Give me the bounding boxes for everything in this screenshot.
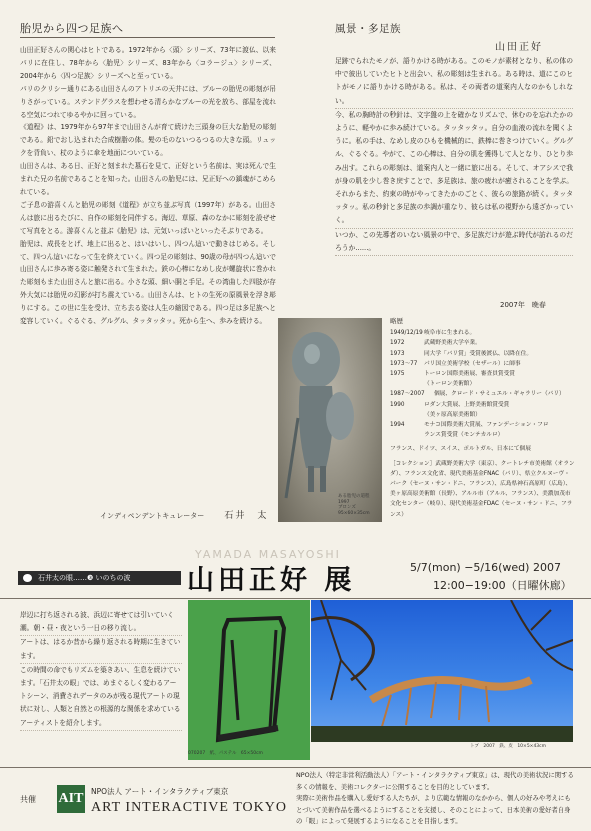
bio-exhibits: フランス、ドイツ、スイス、ポルトガル、日本にて個展 <box>390 446 531 453</box>
paragraph: 山田さんは、ある日、正好と刻まれた墓石を見て、正好という名前は、実は死んで生まれた兄の名前であることを知った。山田さんの胎児には、兄正好への鎮魂がこめられている。 <box>20 162 276 196</box>
exhibition-title: 山田正好 展 <box>187 565 356 596</box>
paragraph: 《道程》は、1979年から97年まで山田さんが育て続けた三頭身の巨大な胎児の彫刻である。鉛でおし込まれた合成樹脂の体。髪の毛のないつるつるの大きな頭。リュックを背負い、杖のように傘を地面についている。 <box>20 123 276 158</box>
green-artwork-photo <box>188 600 310 760</box>
paragraph: 今、私の胸時計の秒針は、文字盤の上を確かなリズムで、休むのを忘れたかのように、軽やかに歩み続けている。タッタッタッ。自分の血液の流れを聞くように。私の手は、なめし皮のひもを機械的に、鉄棒に巻きつけていく。グルグル、ぐるぐる。やがて、この心棒は、自分の肌を獲得して人となり、ひとり歩み出す。これらの彫刻は、道案内人と一緒に旅に出る。そして、オアシスで我が身の肌を少し巻き戻すことで、多足族は、旅の疲れが癒されることを学ぶ。それからまた、約束の時がやってきたかのごとく、彼らの旅路が続く。タッタッタッ。私の秒針と多足族の歩調が重なり、彼らは私の視野から遠ざかっていく。 <box>335 109 573 229</box>
left-heading: 胎児から四つ足族へ <box>20 22 124 35</box>
paragraph: 山田正好さんの関心はヒトである。1972年から〈頭〉シリーズ、73年に渡仏、以来パリに在住し、78年から〈胎児〉シリーズ、83年から〈コラージュ〉シリーズ、2004年から〈四つ足族〉シリーズへと至っている。 <box>20 46 276 80</box>
bio-row: 1973 同大学「パリ賞」受賞後渡仏、以降在住。 <box>390 350 533 357</box>
ait-logo: AIT <box>57 785 85 813</box>
multi-leg-sculpture-image <box>311 600 573 742</box>
green-caption: 070207 紙、パステル 65×50cm <box>188 751 263 756</box>
bio-row: 1975 トーロン国際美術展、審査員賞受賞 <box>390 371 515 378</box>
bio-row: 1987〜2007 個展、クロード・サミュエル・ギャラリー（パリ） <box>390 391 565 398</box>
left-essay <box>20 44 276 328</box>
paragraph: パリのクリシー通りにある山田さんのアトリエの天井には、ブルーの胎児の彫刻が吊りさがっている。ステンドグラスを想わせる清らかなブルーの光を放ち、部屋を流れる空気につれてゆるやかに回っている。 <box>20 84 276 119</box>
pastel-artwork-image <box>188 600 310 748</box>
bio-row: （美ヶ原高原美術館） <box>424 411 481 418</box>
org-description: NPO法人（特定非営利活動法人）「アート・インタラクティブ東京」は、現代の美術状況に関する多くの情報を、美術コレクターに公開することを目的としています。 実際に美術作品を購入し愛好する人たちが、より広範な情報のなかから、個人の好みや考えにもとづいて美術作品を選べるようにすることを支援し、そのことによって、日本美術の愛好者自身の「眼」によって発展するようになることを目指します。 <box>296 771 574 825</box>
bio-row: （トーロン美術館） <box>424 381 476 388</box>
left-author <box>100 508 268 521</box>
roman-name: YAMADA MASAYOSHI <box>195 548 341 561</box>
sponsor-label: 共催 <box>20 795 36 804</box>
author-name: 石井 太 <box>224 511 269 521</box>
paragraph: いつか、この先導者のいない風景の中で、多足族だけが遊ぶ時代が訪れるのだろうか......。 <box>335 229 573 256</box>
series-icon <box>23 574 32 582</box>
org-name-jp: NPO法人 アート・インタラクティブ東京 <box>91 787 229 796</box>
author-title: インディペンデントキュレーター <box>100 512 205 520</box>
exhibition-hours: 12:00−19:00（日曜休廊） <box>433 579 572 592</box>
bio-row: 1973〜77 パリ国立美術学校（セザール）に師事 <box>390 360 521 367</box>
bio-row: 1949/12/19 岐阜市に生まれる。 <box>390 330 476 337</box>
divider <box>0 598 591 599</box>
right-author: 山田正好 <box>495 42 543 53</box>
statue-photo <box>278 318 382 522</box>
divider <box>0 767 591 768</box>
paragraph: ご子息の游喜くんと胎児の彫刻《道程》が立ち並ぶ写真（1997年）がある。山田さんは旅に出るたびに、自作の彫刻を同伴する。海辺、草原、森のなかに彫刻を設ぜせて写真をとる。游喜くんと並ぶ《胎児》は、元気いっぱいといったそぶりである。 <box>20 200 276 235</box>
bio-row: ランス賞受賞（モンテカルロ） <box>424 432 504 439</box>
statue-caption: ある胎児の道程 1997 ブロンズ 95×60×35cm <box>338 494 370 516</box>
series-bar <box>18 571 181 585</box>
paragraph: 足跡でられたモノが、語りかける時がある。このモノが素材となり、私の体の中で彼出していたヒトと出会い、私の彫刻は生まれる。ある時は、道にこのヒトがモノに語りかける時がある。私は、その両者の道案内人なのかもしれない。 <box>335 55 573 109</box>
bio-row: 1994 モナコ国際美術大賞展、ファンデーション・フロ <box>390 422 549 429</box>
series-description: 岸辺に打ち返される波、浜辺に寄せては引いていく潮。朝・昼・夜という一日の移り流し。 アートは、はるか昔から繰り返される時期に生きています。 この時間の命でもリズムを築きあい、生息を続けています。「石井太の眼」では、めまぐるしく変わるアートシーン、消費されデータのみが残る現代アートの現状に対し、人類と自然との根源的な関係を求めているアーティストを紹介します。 <box>20 609 182 731</box>
fetus-statue-image <box>278 318 382 522</box>
series-label: 石井太の眼……❸ いのちの波 <box>38 574 131 582</box>
bio-collections: ［コレクション］武蔵野美術大学（東京）、クートレチ市美術館（オランダ）、フランス文化省、現代美術基金FNAC（パリ）、県立クルヌーヴ・パーク（セーヌ・サン・ドニ、フランス）、広島県神石高原町（広島）、美ヶ原高原美術館（長野）、アルル市（アルル、フランス）、美濃加茂市文化センター（岐阜）、現代美術基金FDAC（セーヌ・サン・ドニ、フランス） <box>390 460 575 518</box>
bio-row: 1972 武蔵野美術大学卒業。 <box>390 340 481 347</box>
date-signature: 2007年 晩春 <box>500 301 546 309</box>
bio-heading: 略歴 <box>390 317 403 325</box>
org-name-en: ART INTERACTIVE TOKYO <box>91 800 287 815</box>
right-essay <box>335 55 573 256</box>
sky-sculpture-photo <box>311 600 573 742</box>
bio-row: 1990 ロダン大賞展、上野美術館賞受賞 <box>390 401 510 408</box>
paragraph: 胎児は、成長をとげ、地上に出ると、はいはいし、四つん這いで動きはじめる。そして、四つん這いになって生を終えていく。四つ足の彫刻は、90歳の母が四つん這いで山田さんに歩み寄る姿に触発されて生まれた。鉄の心棒になめし皮が螺旋状に巻かれた彫刻もまた山田さんと旅に出る。小さな頭、細い胴と手足。その湾曲した四肢が存外大気には胎児の幻影が打ち震えている。山田さんは、ヒトの生死の原風景を浮き彫りにする。この世に生を受け、立ち去る姿は人生の縮図である。四つ足は多足族へと変容していく。ぐるぐる、グルグル、タッタッタッ。死から生へ、歩みを続ける。 <box>20 239 276 326</box>
right-heading: 風景・多足族 <box>335 23 401 35</box>
exhibition-dates: 5/7(mon) −5/16(wed) 2007 <box>410 561 561 574</box>
divider <box>20 37 275 38</box>
sky-caption: トブ 2007 鉄、皮 10×5×43cm <box>470 744 547 749</box>
biography <box>390 316 575 520</box>
